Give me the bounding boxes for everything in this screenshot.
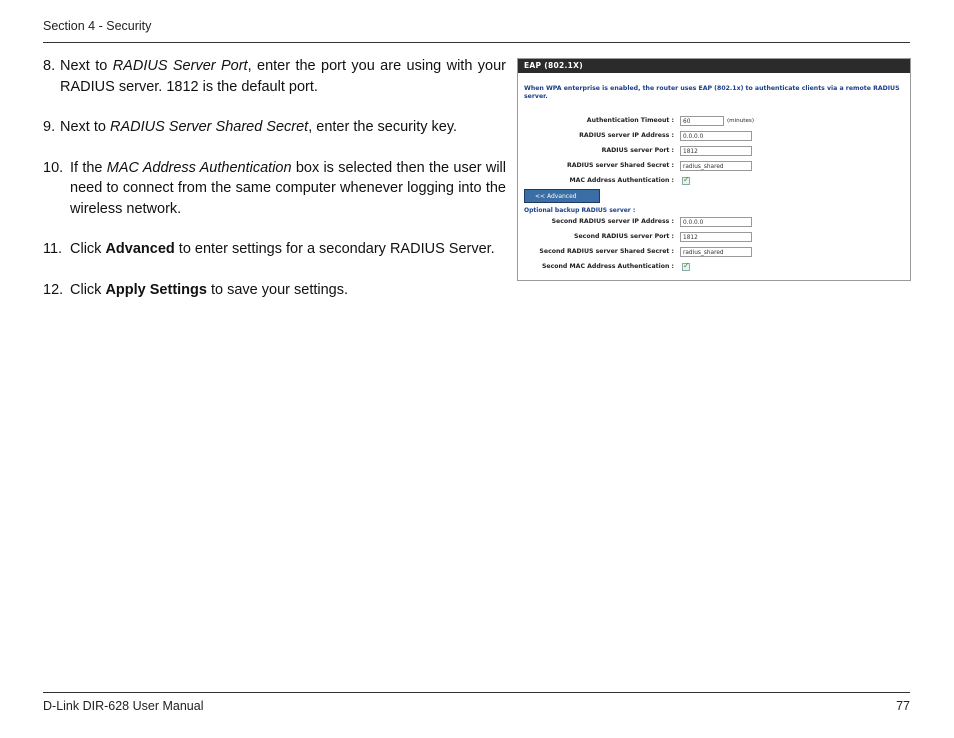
step-number: 8. [43,58,56,74]
manual-title: D-Link DIR-628 User Manual [43,699,204,713]
eap-settings-screenshot [517,58,911,281]
radius-secret-label: RADIUS server Shared Secret : [566,162,674,169]
mac-auth-row [518,176,910,188]
radius-ip-label: RADIUS server IP Address : [579,132,674,139]
radius-secret-row [518,161,910,173]
radius-secret-input[interactable]: radius_shared [680,161,752,171]
backup-server-title: Optional backup RADIUS server : [524,207,636,214]
step-number: 11. [43,241,63,257]
term-apply-settings: Apply Settings [105,281,207,298]
panel-title: EAP (802.1X) [518,59,910,73]
second-mac-auth-checkbox[interactable] [682,263,690,271]
step-10: 10. If the MAC Address Authentication box is selected then the user will need to connect from the same computer whenever logging into the wireless network. [43,159,507,217]
step-8: 8. Next to RADIUS Server Port, enter the port you are using with your RADIUS server. 1812 is the default port. [43,58,506,95]
footer-divider [43,692,910,693]
step-number: 9. [43,119,56,135]
term-advanced: Advanced [105,241,175,257]
second-radius-ip-input[interactable]: 0.0.0.0 [680,217,752,227]
radius-ip-input[interactable]: 0.0.0.0 [680,131,752,141]
section-header: Section 4 - Security [43,19,152,33]
page-number: 77 [896,699,910,713]
mac-auth-label: MAC Address Authentication : [569,177,674,184]
step-12: 12. Click Apply Settings to save your settings. [43,280,506,301]
second-radius-secret-label: Second RADIUS server Shared Secret : [539,248,674,255]
panel-description: When WPA enterprise is enabled, the router uses EAP (802.1x) to authenticate clients via a remote RADIUS server. [524,85,900,100]
second-radius-port-label: Second RADIUS server Port : [574,233,674,240]
second-radius-port-row [518,232,910,244]
auth-timeout-input[interactable]: 60 [680,116,724,126]
second-radius-ip-row [518,217,910,229]
second-mac-auth-label: Second MAC Address Authentication : [541,263,674,270]
step-number: 10. [43,159,64,176]
auth-timeout-row [518,116,910,128]
second-mac-auth-row [518,262,910,274]
second-radius-secret-input[interactable]: radius_shared [680,247,752,257]
term-mac-address-authentication: MAC Address Authentication [106,159,292,176]
advanced-button[interactable]: << Advanced [524,189,600,203]
radius-port-input[interactable]: 1812 [680,146,752,156]
second-radius-secret-row [518,247,910,259]
radius-ip-row [518,131,910,143]
instruction-steps [43,56,506,300]
auth-timeout-unit: (minutes) [727,118,755,124]
header-divider [43,42,910,43]
second-radius-ip-label: Second RADIUS server IP Address : [551,218,674,225]
radius-port-row [518,146,910,158]
second-radius-port-input[interactable]: 1812 [680,232,752,242]
step-11: 11. Click Advanced to enter settings for a secondary RADIUS Server. [43,239,506,260]
term-radius-shared-secret: RADIUS Server Shared Secret [109,119,309,135]
mac-auth-checkbox[interactable] [682,177,690,185]
step-9: 9. Next to RADIUS Server Shared Secret, enter the security key. [43,117,506,138]
term-radius-server-port: RADIUS Server Port [112,58,248,74]
radius-port-label: RADIUS server Port : [601,147,674,154]
step-number: 12. [43,281,64,298]
auth-timeout-label: Authentication Timeout : [586,117,674,124]
